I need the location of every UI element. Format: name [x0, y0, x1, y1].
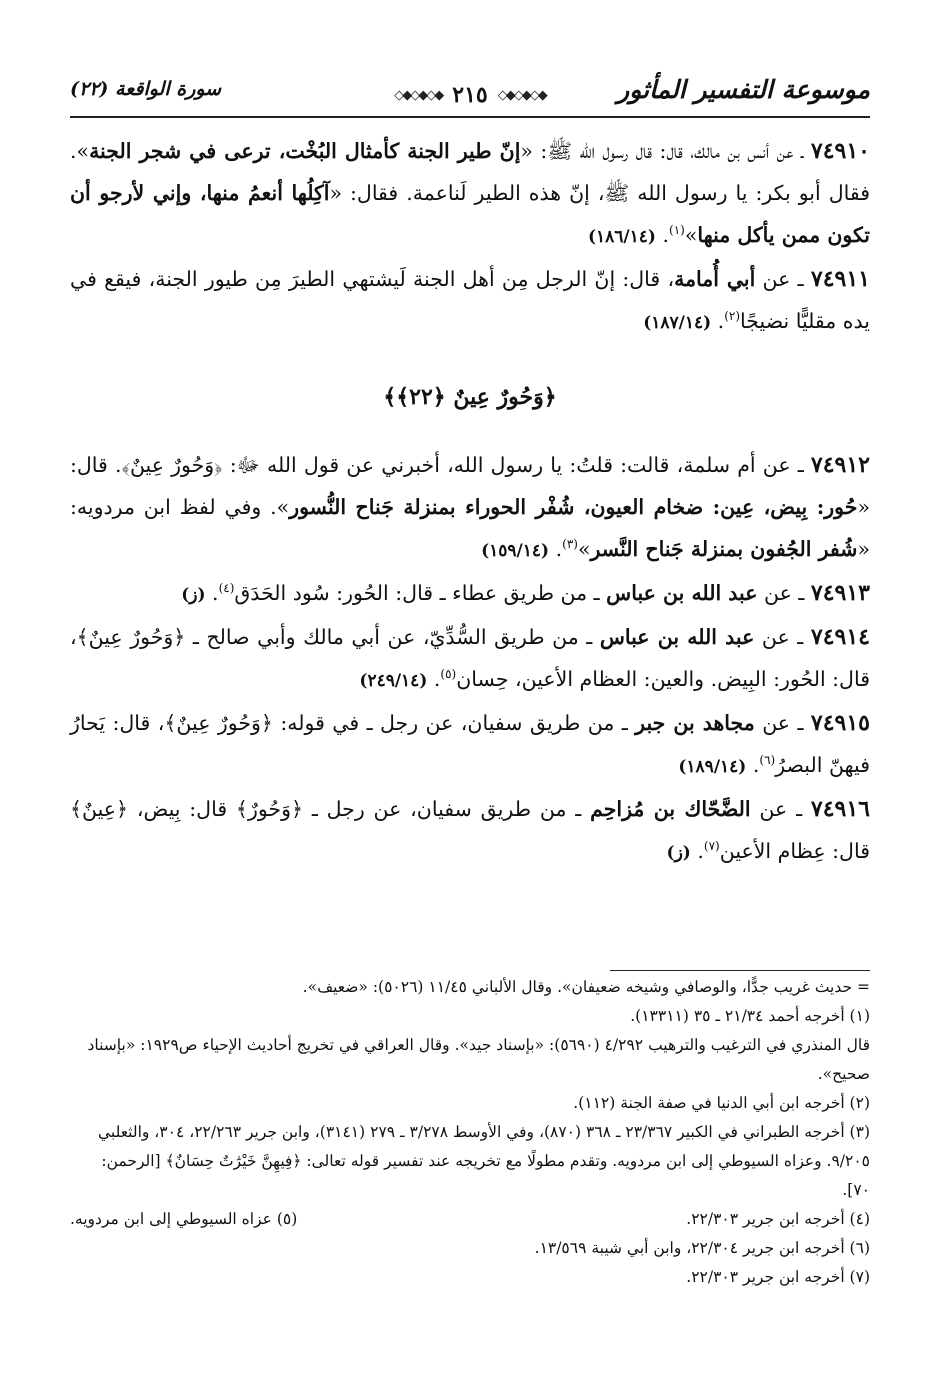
narrator-name: أبي أُمامة — [674, 267, 756, 291]
footnote-marker[interactable]: (٥) — [440, 667, 457, 682]
narration-number: ٧٤٩١٦ — [810, 796, 870, 822]
volume-reference: (١٨٦/١٤) — [587, 227, 656, 247]
narration-number: ٧٤٩١٢ — [810, 452, 870, 478]
volume-reference: (١٥٩/١٤) — [481, 541, 550, 561]
page-number-block — [384, 82, 555, 108]
sura-label: سورة الواقعة (٢٢) — [70, 78, 222, 100]
narration-74913: ٧٤٩١٣ ـ عن عبد الله بن عباس ـ من طريق عطاء ـ قال: الحُور: سُود الحَدَق$^{(٤)}$. (ز) — [181, 580, 870, 606]
footnote-marker[interactable]: (٦) — [759, 753, 776, 768]
volume-reference: (١٨٧/١٤) — [643, 313, 712, 333]
ornament-left: ◆◇◆◇◆◇ — [394, 87, 443, 103]
hadith-quote: آكِلُها أنعمُ منها، وإني لأرجو أن تكون ممن يأكل منها — [70, 181, 870, 247]
volume-reference: (١٨٩/١٤) — [678, 757, 747, 777]
narration-74916: ٧٤٩١٦ ـ عن الضَّحّاك بن مُزاحِم ـ من طريق سفيان، عن رجل ـ ﴿وَحُورٌ﴾ قال: بِيض، ﴿عِينٌ﴾ قال: عِظام الأعين$^{(٧)}$. (ز) — [70, 796, 870, 863]
narration-number: ٧٤٩١٤ — [810, 624, 870, 650]
volume-reference: (ز) — [181, 585, 206, 605]
narration-text: ـ عن — [750, 797, 803, 821]
footnote-marker[interactable]: (١) — [669, 223, 685, 238]
narration-74915: ٧٤٩١٥ ـ عن مجاهد بن جبر ـ من طريق سفيان، عن رجل ـ في قوله: ﴿وَحُورٌ عِينٌ﴾، قال: يَحارُ فيهنّ البصرُ$^{(٦)}$. (١٨٩/١٤) — [70, 710, 870, 777]
verse-heading: ﴿وَحُورٌ عِينٌ ﴿٢٢﴾﴾ — [383, 384, 557, 410]
narrator-name: الضَّحّاك بن مُزاحِم — [590, 797, 751, 821]
narration-number: ٧٤٩١١ — [810, 266, 870, 292]
narration-text: ـ من طريق سفيان، عن رجل ـ ﴿وَحُورٌ﴾ قال: بِيض، ﴿عِينٌ﴾ قال: عِظام الأعين — [70, 797, 870, 863]
narration-text: ـ عن — [757, 581, 805, 605]
main-text — [70, 130, 870, 874]
narration-text: ـ عن — [754, 625, 804, 649]
page-header — [70, 62, 870, 118]
footnote-marker[interactable]: (٤) — [218, 581, 235, 596]
narration-text: ـ من طريق سفيان، عن رجل ـ في قوله: ﴿وَحُورٌ عِينٌ﴾، قال: يَحارُ فيهنّ البصرُ — [70, 711, 870, 777]
narrator-name: عبد الله بن عباس — [606, 581, 758, 605]
book-title: موسوعة التفسير المأثور — [617, 74, 870, 104]
narration-number: ٧٤٩١٥ — [810, 710, 870, 736]
narration-text: ـ عن — [755, 267, 804, 291]
hadith-quote: حُور: بِيض، عِين: ضخام العيون، شُفْر الحوراء بمنزلة جَناح النُّسور — [289, 495, 858, 519]
narration-text: ـ من طريق عطاء ـ قال: الحُور: سُود الحَدَق — [234, 581, 607, 605]
footnote-1: (١) أخرجه أحمد ٢١/٣٤ ـ ٣٥ (١٣٣١١). — [630, 1007, 870, 1025]
narration-74914: ٧٤٩١٤ ـ عن عبد الله بن عباس ـ من طريق السُّدِّيّ، عن أبي مالك وأبي صالح ـ ﴿وَحُورٌ عِينٌ﴾، قال: الحُور: البِيض. والعين: العظام الأعين، حِسان$^{(٥)}$. (٢٤٩/١٤) — [70, 624, 870, 691]
narration-text: » — [577, 537, 591, 561]
narrator-name: عبد الله بن عباس — [599, 625, 755, 649]
footnote-continuation: = حديث غريب جدًّا، والوصافي وشيخه ضعيفان». وقال الألباني ١١/٤٥ (٥٠٢٦): «ضعيف». — [302, 978, 870, 996]
footnote-6: (٦) أخرجه ابن جرير ٢٢/٣٠٤، وابن أبي شيبة ١٣/٥٦٩. — [534, 1239, 870, 1257]
footnote-separator — [610, 970, 870, 971]
ornament-right: ◆◇◆◇◆◇ — [497, 87, 546, 103]
page — [70, 62, 870, 874]
narration-text: ـ من طريق السُّدِّيّ، عن أبي مالك وأبي صالح ـ ﴿وَحُورٌ عِينٌ﴾، قال: الحُور: البِيض. والعين: العظام الأعين، حِسان — [70, 625, 870, 691]
narration-text: ـ عن — [754, 711, 804, 735]
footnote-marker[interactable]: (٣) — [562, 537, 578, 552]
narration-number: ٧٤٩١٠ — [810, 138, 870, 164]
volume-reference: (٢٤٩/١٤) — [359, 671, 428, 691]
footnote-1-note: قال المنذري في الترغيب والترهيب ٤/٢٩٢ (٥٦٩٠): «بإسناد جيد». وقال العراقي في تخريج أحاديث الإحياء ص١٩٢٩: «بإسناد صحيح». — [87, 1036, 870, 1083]
footnote-marker[interactable]: (٧) — [703, 839, 720, 854]
narration-text: ـ عن أنس بن مالك، قال: قال رسول الله ﷺ: « — [520, 139, 804, 163]
narration-text: ـ عن أم سلمة، قالت: قلتُ: يا رسول الله، أخبرني عن قول الله ﷻ: ﴿وَحُورٌ عِينٌ﴾. قال: « — [70, 453, 870, 519]
footnote-4: (٤) أخرجه ابن جرير ٢٢/٣٠٣. — [686, 1210, 870, 1228]
hadith-quote: شُفر الجُفون بمنزلة جَناح النَّسر — [590, 537, 858, 561]
narration-text: ». فقال أبو بكر: يا رسول الله ﷺ، إنّ هذه الطير لَناعمة. فقال: « — [70, 139, 871, 205]
narrator-name: مجاهد بن جبر — [635, 711, 755, 735]
footnote-3: (٣) أخرجه الطبراني في الكبير ٢٣/٣٦٧ ـ ٣٦٨ (٨٧٠)، وفي الأوسط ٣/٢٧٨ ـ ٢٧٩ (٣١٤١)، وابن جرير ٢٢/٢٦٣، ٣٠٤، والثعلبي ٩/٢٠٥. وعزاه السيوطي إلى ابن مردويه. وتقدم مطولًا مع تخريجه عند تفسير قوله تعالى: ﴿فِيهِنَّ خَيْرَٰتٌ حِسَانٌ﴾ [الرحمن: ٧٠]. — [97, 1123, 870, 1199]
footnotes — [70, 970, 870, 1292]
footnote-5: (٥) عزاه السيوطي إلى ابن مردويه. — [70, 1210, 298, 1228]
narration-74910: ٧٤٩١٠ ـ عن أنس بن مالك، قال: قال رسول الله ﷺ: «إنّ طير الجنة كأمثال البُخْت، ترعى في شجر الجنة». فقال أبو بكر: يا رسول الله ﷺ، إنّ هذه الطير لَناعمة. فقال: «آكِلُها أنعمُ منها، وإني لأرجو أن تكون ممن يأكل منها»$^{(١)}$. (١٨٦/١٤) — [70, 138, 871, 247]
footnote-7: (٧) أخرجه ابن جرير ٢٢/٣٠٣. — [686, 1268, 870, 1286]
footnote-2: (٢) أخرجه ابن أبي الدنيا في صفة الجنة (١١٢). — [573, 1094, 870, 1112]
narration-text: » — [684, 223, 698, 247]
narration-74911: ٧٤٩١١ ـ عن أبي أُمامة، قال: إنّ الرجل مِن أهل الجنة لَيشتهي الطيرَ مِن طيور الجنة، فيقع في يده مقليًّا نضيجًا$^{(٢)}$. (١٨٧/١٤) — [70, 266, 870, 333]
page-number: ٢١٥ — [452, 82, 488, 108]
narration-number: ٧٤٩١٣ — [810, 580, 870, 606]
footnote-marker[interactable]: (٢) — [724, 309, 741, 324]
narration-text: ، قال: إنّ الرجل مِن أهل الجنة لَيشتهي الطيرَ مِن طيور الجنة، فيقع في يده مقليًّا نضيجًا — [70, 267, 870, 333]
footnote-row-4-5 — [70, 1205, 870, 1234]
narration-text: ». وفي لفظ ابن مردويه: « — [70, 495, 870, 561]
hadith-quote: إنّ طير الجنة كأمثال البُخْت، ترعى في شجر الجنة — [89, 139, 521, 163]
volume-reference: (ز) — [666, 843, 691, 863]
narration-74912: ٧٤٩١٢ ـ عن أم سلمة، قالت: قلتُ: يا رسول الله، أخبرني عن قول الله ﷻ: ﴿وَحُورٌ عِينٌ﴾. قال: «حُور: بِيض، عِين: ضخام العيون، شُفْر الحوراء بمنزلة جَناح النُّسور». وفي لفظ ابن مردويه: «شُفر الجُفون بمنزلة جَناح النَّسر»$^{(٣)}$. (١٥٩/١٤) — [70, 452, 870, 561]
